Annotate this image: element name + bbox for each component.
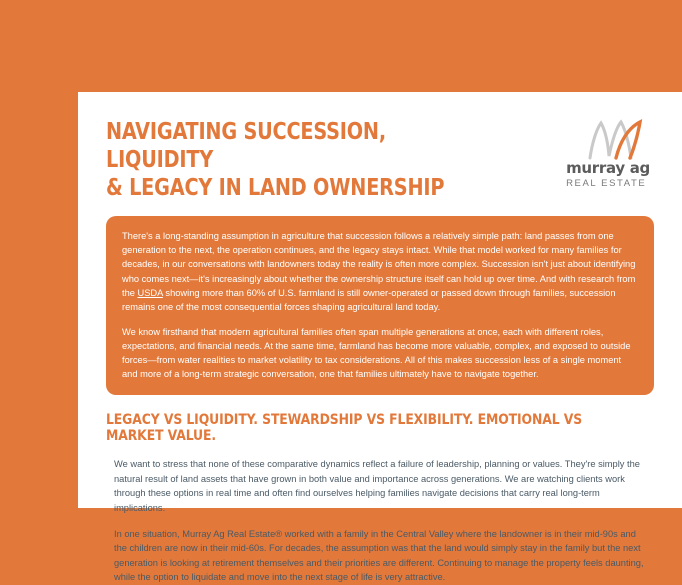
body-paragraph-1: We want to stress that none of these comparative dynamics reflect a failure of leadership, planning or values. They're simply the natural result of land assets that have grown in both value and importance across generations. We are watching clients work through these options in real time and often find ourselves helping families navigate decisions that carry real long-term implications. xyxy=(114,459,640,513)
brand-logo xyxy=(566,120,650,189)
document-page xyxy=(78,92,682,583)
section-heading: LEGACY VS LIQUIDITY. STEWARDSHIP VS FLEXIBILITY. EMOTIONAL VS MARKET VALUE. xyxy=(106,412,583,445)
document-header xyxy=(78,92,682,202)
body-paragraph-2: In one situation, Murray Ag Real Estate® worked with a family in the Central Valley where the landowner is in their mid-90s and the children are now in their mid-60s. For decades, the assumption was that the land would simply stay in the family but the next generation is looking at retirement themselves and their priorities are different. Continuing to manage the property feels daunting, while the option to liquidate and move into the next stage of life is very attractive. xyxy=(114,529,644,583)
brand-name: murray ag xyxy=(566,159,650,177)
page-title-line-2: & LEGACY IN LAND OWNERSHIP xyxy=(106,175,445,202)
callout-paragraph-2: We know firsthand that modern agricultural families often span multiple generations at once, each with different roles, expectations, and financial needs. At the same time, farmland has become more valuable, complex, and exposed to outside forces—from water realities to market volatility to tax considerations. All of this makes succession less of a single moment and more of a long-term strategic conversation, one that families ultimately have to navigate together. xyxy=(122,326,631,380)
murray-ag-m-mark-icon xyxy=(566,120,650,160)
page-title xyxy=(106,118,478,202)
brand-subtitle: REAL ESTATE xyxy=(566,178,647,189)
document-body xyxy=(114,457,646,584)
intro-callout xyxy=(106,216,654,395)
callout-paragraph-1 xyxy=(122,229,638,314)
callout-p1-part-1: There's a long-standing assumption in agriculture that succession follows a relatively simple path: land passes from one generation to the next, the operation continues, and the legacy stays intact. While that model worked for many families for decades, in our conversations with landowners today the reality is often more complex. Succession isn't just about identifying who comes next—it's increasingly about whether the ownership structure itself can hold up over time. And with research from the xyxy=(122,231,636,298)
page-title-line-1: NAVIGATING SUCCESSION, LIQUIDITY xyxy=(106,119,386,174)
usda-link[interactable]: USDA xyxy=(137,287,163,298)
callout-p1-part-2: showing more than 60% of U.S. farmland is still owner-operated or passed down through families, succession remains one of the most consequential forces shaping agricultural land today. xyxy=(122,287,616,312)
